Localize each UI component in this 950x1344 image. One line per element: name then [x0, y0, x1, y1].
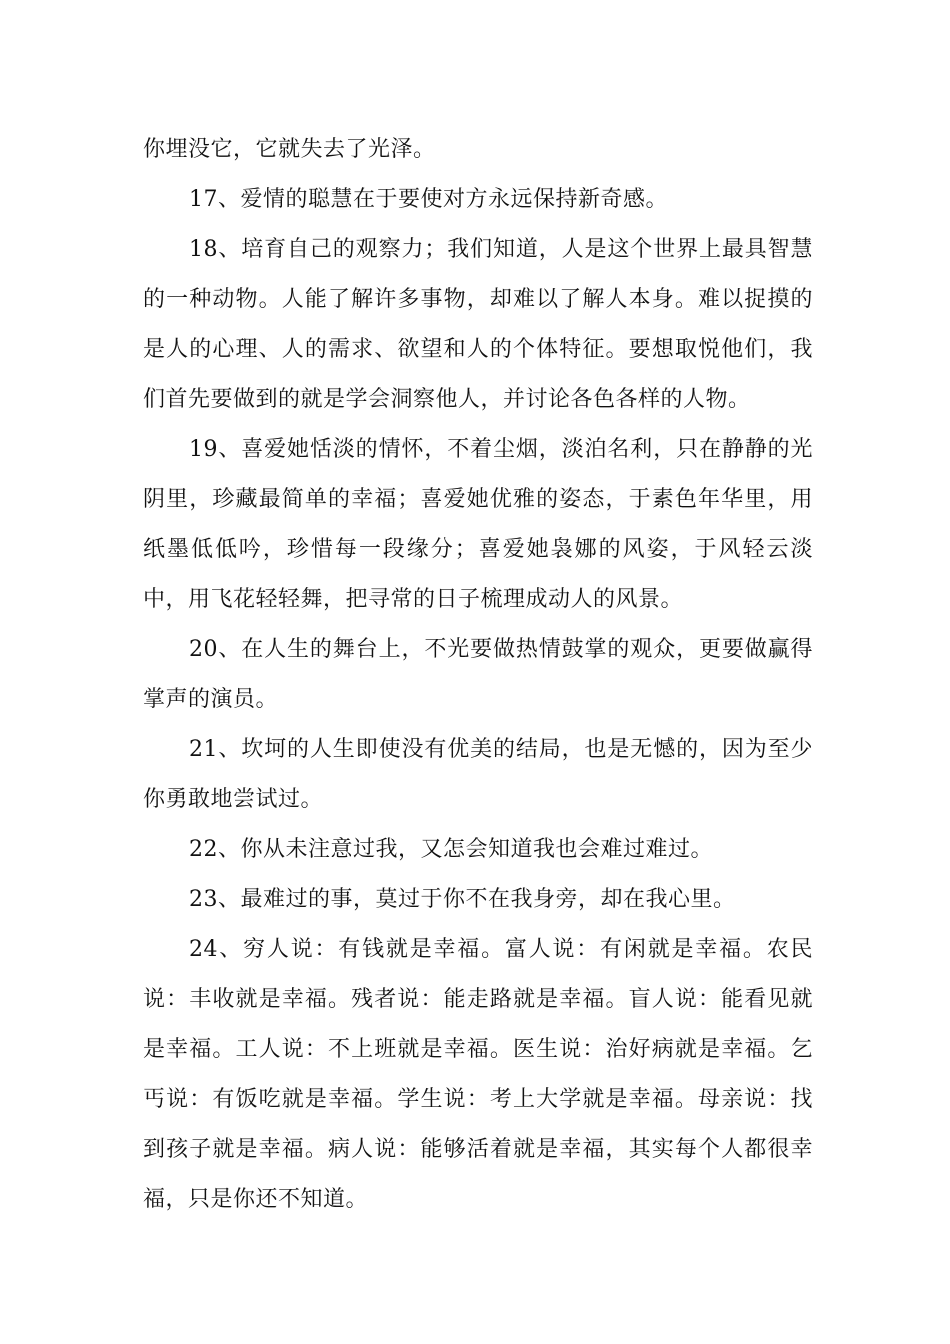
- paragraph-21: 21、坎坷的人生即使没有优美的结局，也是无憾的，因为至少你勇敢地尝试过。: [143, 737, 813, 812]
- paragraph-20: 20、在人生的舞台上，不光要做热情鼓掌的观众，更要做赢得掌声的演员。: [143, 637, 813, 712]
- paragraph-24: 24、穷人说：有钱就是幸福。富人说：有闲就是幸福。农民说：丰收就是幸福。残者说：能走路就是幸福。盲人说：能看见就是幸福。工人说：不上班就是幸福。医生说：治好病就是幸福。乞丐说：有饭吃就是幸福。学生说：考上大学就是幸福。母亲说：找到孩子就是幸福。病人说：能够活着就是幸福，其实每个人都很幸福，只是你还不知道。: [143, 937, 813, 1212]
- paragraph-continuation: 你埋没它，它就失去了光泽。: [143, 137, 436, 162]
- paragraph-18: 18、培育自己的观察力；我们知道，人是这个世界上最具智慧的一种动物。人能了解许多事物，却难以了解人本身。难以捉摸的是人的心理、人的需求、欲望和人的个体特征。要想取悦他们，我们首先要做到的就是学会洞察他人，并讨论各色各样的人物。: [143, 237, 813, 412]
- paragraph-23: 23、最难过的事，莫过于你不在我身旁，却在我心里。: [189, 887, 736, 912]
- paragraph-17: 17、爱情的聪慧在于要使对方永远保持新奇感。: [189, 187, 668, 212]
- paragraph-19: 19、喜爱她恬淡的情怀，不着尘烟，淡泊名利，只在静静的光阴里，珍藏最简单的幸福；喜爱她优雅的姿态，于素色年华里，用纸墨低低吟，珍惜每一段缘分；喜爱她袅娜的风姿，于风轻云淡中，用飞花轻轻舞，把寻常的日子梳理成动人的风景。: [143, 437, 813, 612]
- paragraph-22: 22、你从未注意过我，又怎会知道我也会难过难过。: [189, 837, 713, 862]
- document-body: [143, 125, 813, 1225]
